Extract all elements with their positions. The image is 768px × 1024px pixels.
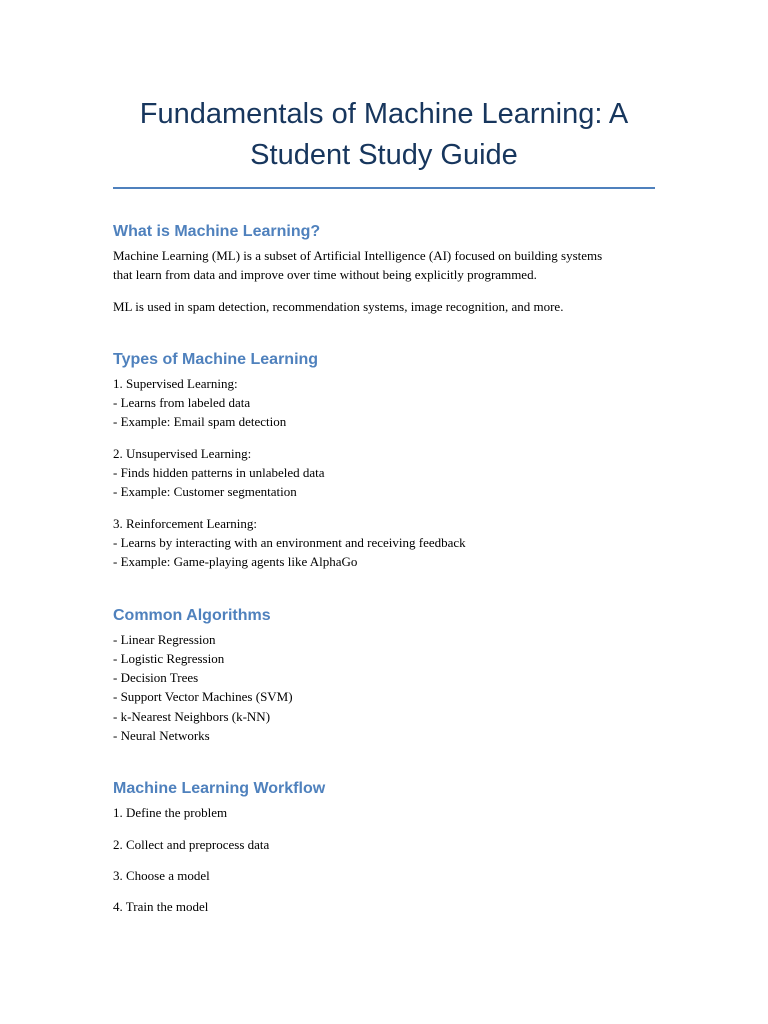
type-item-detail: - Learns from labeled data bbox=[113, 395, 251, 411]
type-item-unsupervised bbox=[113, 444, 655, 502]
workflow-step: 3. Choose a model bbox=[113, 867, 210, 883]
section-heading-what-is-ml: What is Machine Learning? bbox=[113, 223, 321, 240]
workflow-step: 4. Train the model bbox=[113, 899, 209, 915]
workflow-step: 2. Collect and preprocess data bbox=[113, 836, 270, 852]
type-item-detail: - Example: Email spam detection bbox=[113, 414, 287, 430]
list-item: - Decision Trees bbox=[113, 670, 199, 686]
list-item: - k-Nearest Neighbors (k-NN) bbox=[113, 708, 271, 724]
list-item: - Support Vector Machines (SVM) bbox=[113, 689, 293, 705]
type-item-title: 2. Unsupervised Learning: bbox=[113, 445, 252, 461]
type-item-title: 1. Supervised Learning: bbox=[113, 375, 238, 391]
list-item: - Logistic Regression bbox=[113, 650, 225, 666]
type-item-supervised bbox=[113, 374, 655, 432]
section-heading-types: Types of Machine Learning bbox=[113, 350, 319, 368]
paragraph-line: Machine Learning (ML) is a subset of Artificial Intelligence (AI) focused on building systems bbox=[113, 248, 603, 263]
title-divider bbox=[113, 187, 655, 189]
algorithm-list bbox=[113, 630, 655, 746]
page-title bbox=[113, 94, 655, 181]
workflow-step: 1. Define the problem bbox=[113, 805, 228, 821]
type-item-reinforcement bbox=[113, 514, 655, 572]
section-heading-algorithms: Common Algorithms bbox=[113, 606, 271, 624]
paragraph-line: that learn from data and improve over time without being explicitly programmed. bbox=[113, 267, 537, 283]
type-item-detail: - Learns by interacting with an environment and receiving feedback bbox=[113, 534, 466, 550]
type-item-detail: - Finds hidden patterns in unlabeled data bbox=[113, 465, 325, 481]
list-item: - Linear Regression bbox=[113, 631, 216, 647]
page-title-line-1: Fundamentals of Machine Learning: A bbox=[139, 98, 629, 130]
type-item-detail: - Example: Customer segmentation bbox=[113, 484, 297, 500]
paragraph-ml-uses: ML is used in spam detection, recommendation systems, image recognition, and more. bbox=[113, 298, 564, 314]
paragraph-ml-definition bbox=[113, 246, 655, 285]
type-item-title: 3. Reinforcement Learning: bbox=[113, 515, 258, 531]
page-title-line-2: Student Study Guide bbox=[250, 139, 518, 171]
type-item-detail: - Example: Game-playing agents like AlphaGo bbox=[113, 554, 358, 570]
list-item: - Neural Networks bbox=[113, 728, 210, 744]
section-heading-workflow: Machine Learning Workflow bbox=[113, 780, 326, 798]
